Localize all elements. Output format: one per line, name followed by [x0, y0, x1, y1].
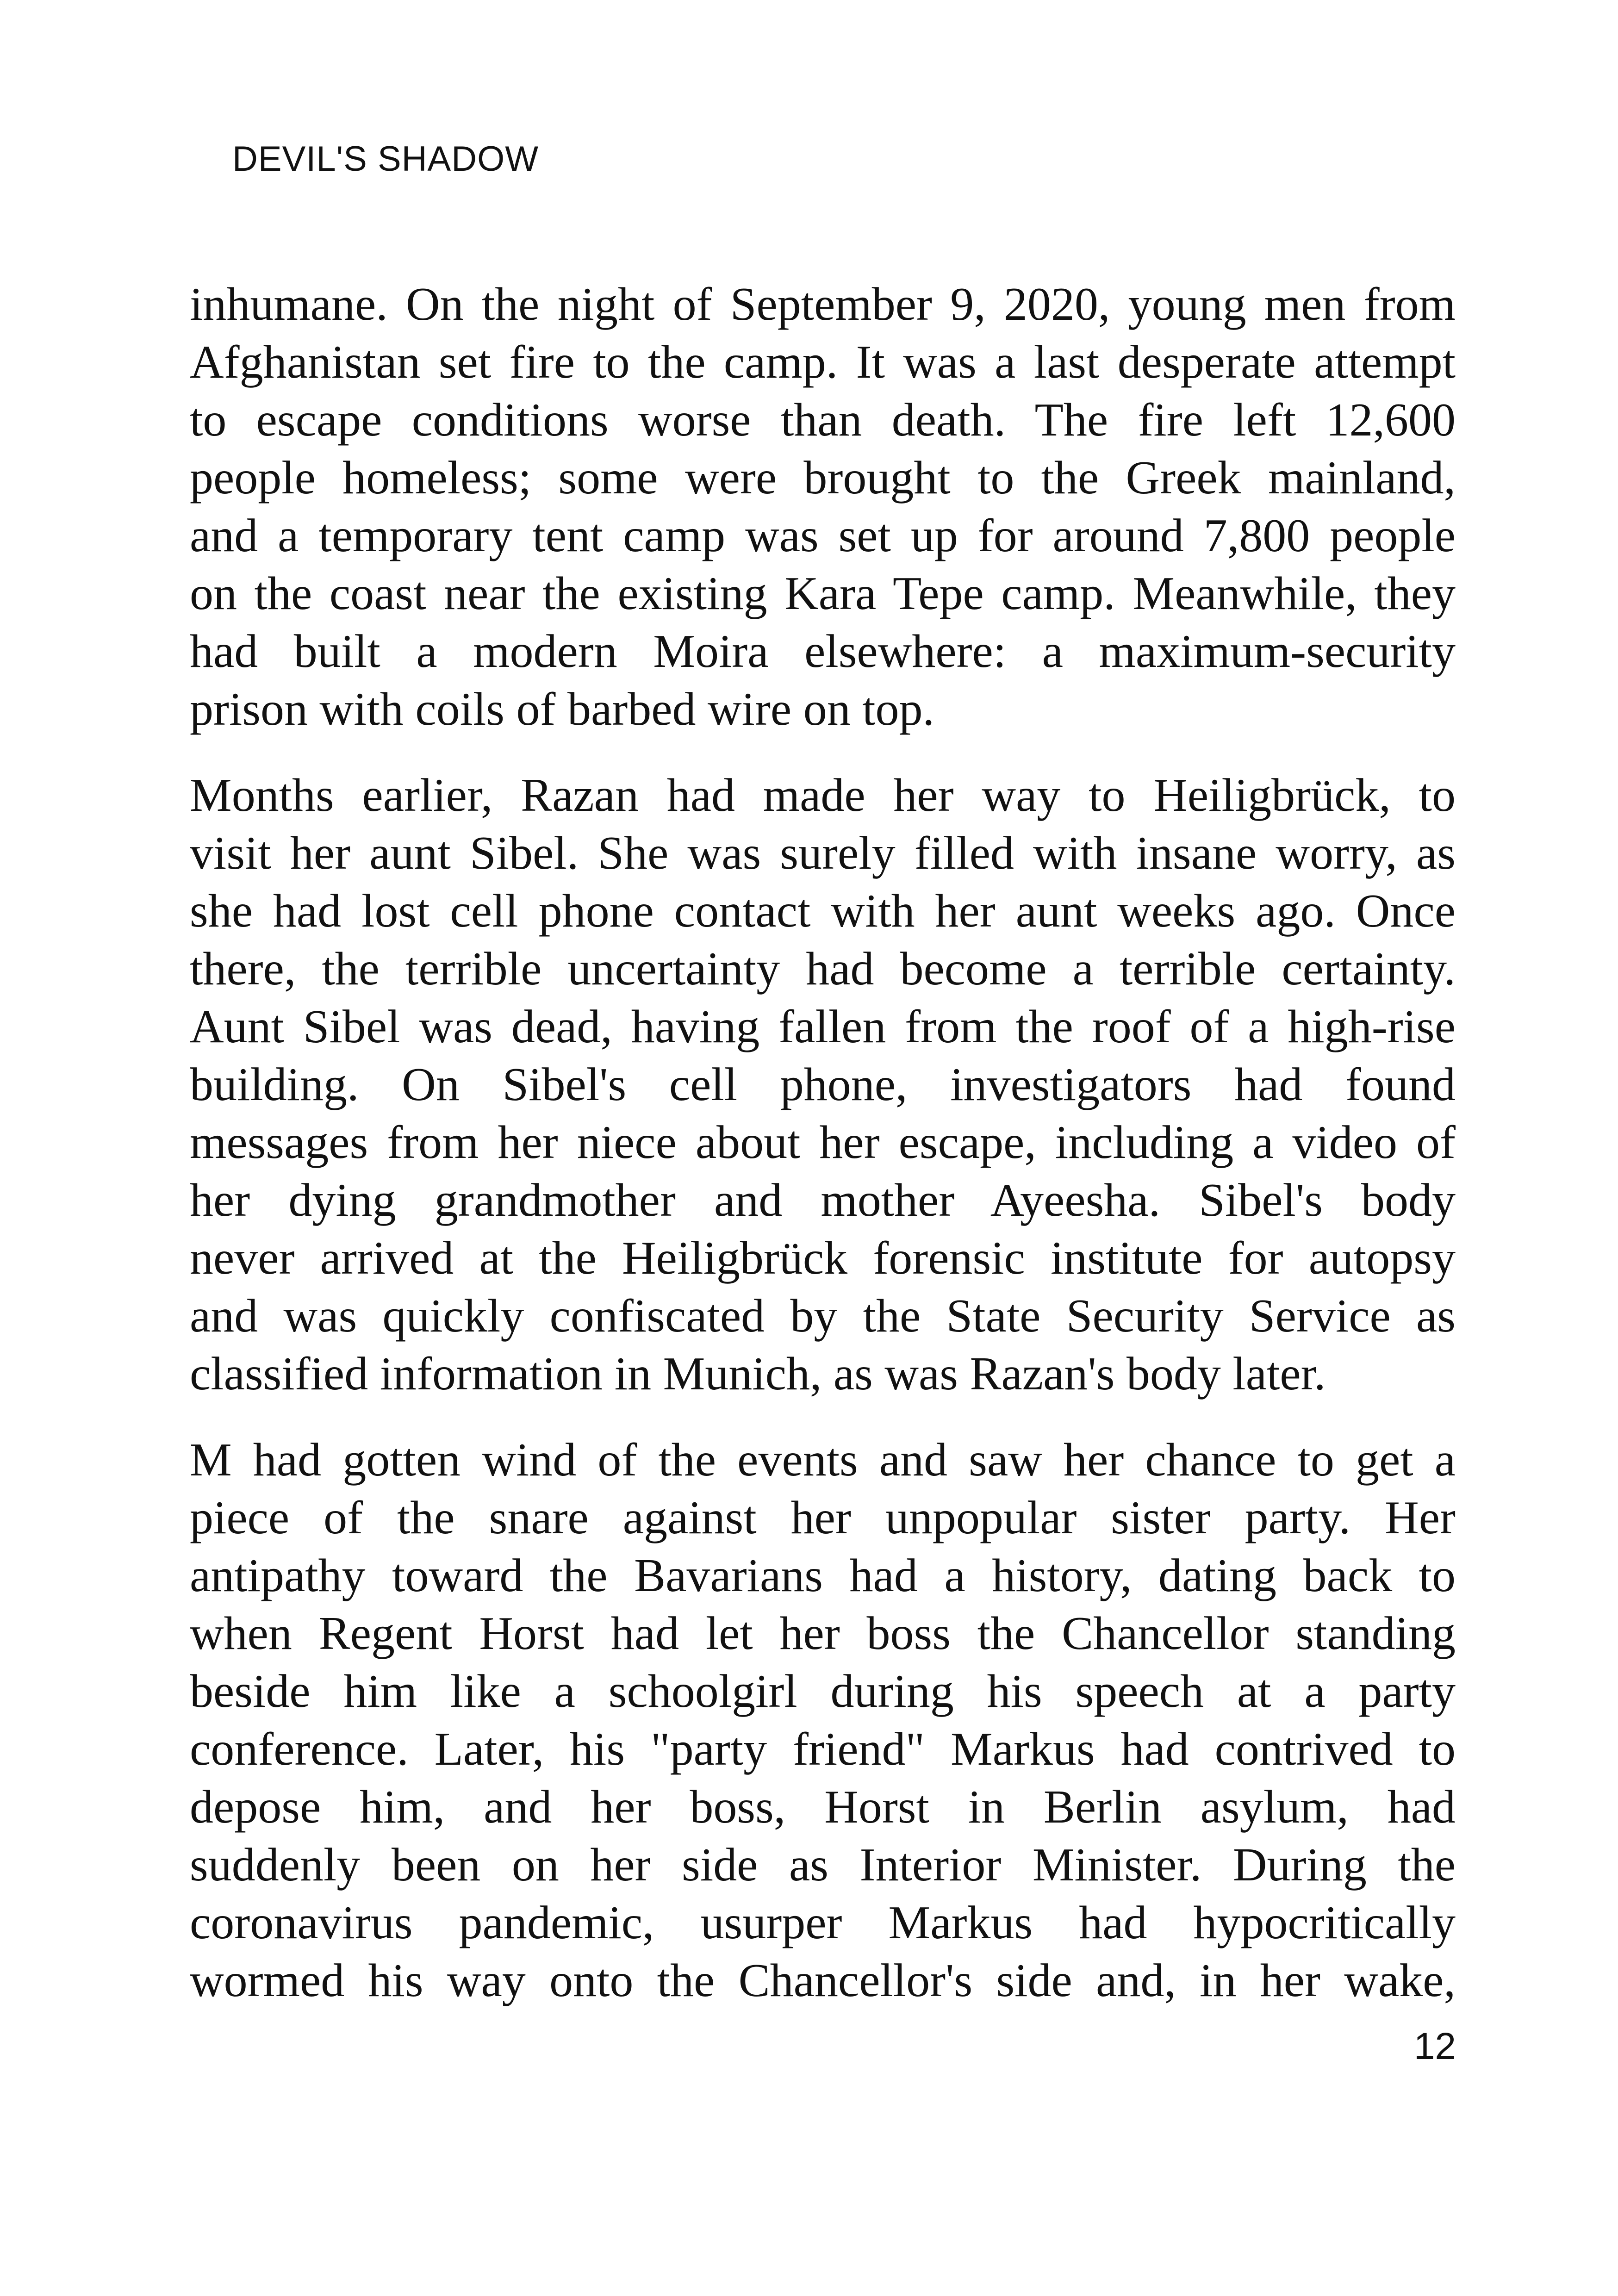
text-line: beside him like a schoolgirl during his speech at a party [190, 1665, 1456, 1717]
text-line: wormed his way onto the Chancellor's side and, in her wake, [190, 1954, 1456, 2007]
text-line: classified information in Munich, as was Razan's body later. [190, 1348, 1326, 1400]
text-line: Months earlier, Razan had made her way to Heiligbrück, to [190, 769, 1456, 821]
text-line: and a temporary tent camp was set up for around 7,800 people [190, 510, 1456, 562]
text-line: suddenly been on her side as Interior Minister. During the [190, 1839, 1456, 1891]
text-line: people homeless; some were brought to the Greek mainland, [190, 452, 1456, 504]
text-line: when Regent Horst had let her boss the Chancellor standing [190, 1607, 1456, 1660]
paragraph-3 [190, 1431, 1456, 2010]
text-line: on the coast near the existing Kara Tepe camp. Meanwhile, they [190, 567, 1456, 620]
text-line: depose him, and her boss, Horst in Berlin asylum, had [190, 1781, 1456, 1833]
text-line: visit her aunt Sibel. She was surely filled with insane worry, as [190, 827, 1456, 879]
text-line: antipathy toward the Bavarians had a history, dating back to [190, 1549, 1456, 1602]
text-line: Aunt Sibel was dead, having fallen from the roof of a high-rise [190, 1001, 1456, 1053]
text-line: conference. Later, his "party friend" Markus had contrived to [190, 1723, 1456, 1775]
text-line: to escape conditions worse than death. The fire left 12,600 [190, 394, 1456, 446]
text-line: building. On Sibel's cell phone, investigators had found [190, 1058, 1456, 1111]
text-line: there, the terrible uncertainty had become a terrible certainty. [190, 943, 1456, 995]
text-line: had built a modern Moira elsewhere: a maximum-security [190, 625, 1456, 678]
text-line: she had lost cell phone contact with her aunt weeks ago. Once [190, 885, 1456, 937]
text-line: inhumane. On the night of September 9, 2020, young men from [190, 278, 1456, 330]
text-line: M had gotten wind of the events and saw her chance to get a [190, 1434, 1456, 1486]
paragraph-2 [190, 766, 1456, 1403]
text-line: never arrived at the Heiligbrück forensic institute for autopsy [190, 1232, 1456, 1284]
running-header: DEVIL'S SHADOW [232, 139, 539, 179]
paragraph-1 [190, 275, 1456, 738]
text-line: and was quickly confiscated by the State Security Service as [190, 1290, 1456, 1342]
body-text [190, 275, 1456, 2010]
page-number: 12 [1413, 2025, 1456, 2067]
text-line: messages from her niece about her escape, including a video of [190, 1116, 1456, 1169]
text-line: prison with coils of barbed wire on top. [190, 683, 935, 735]
text-line: Afghanistan set fire to the camp. It was a last desperate attempt [190, 336, 1456, 388]
text-line: her dying grandmother and mother Ayeesha. Sibel's body [190, 1174, 1456, 1226]
text-line: coronavirus pandemic, usurper Markus had hypocritically [190, 1897, 1456, 1949]
text-line: piece of the snare against her unpopular sister party. Her [190, 1492, 1456, 1544]
